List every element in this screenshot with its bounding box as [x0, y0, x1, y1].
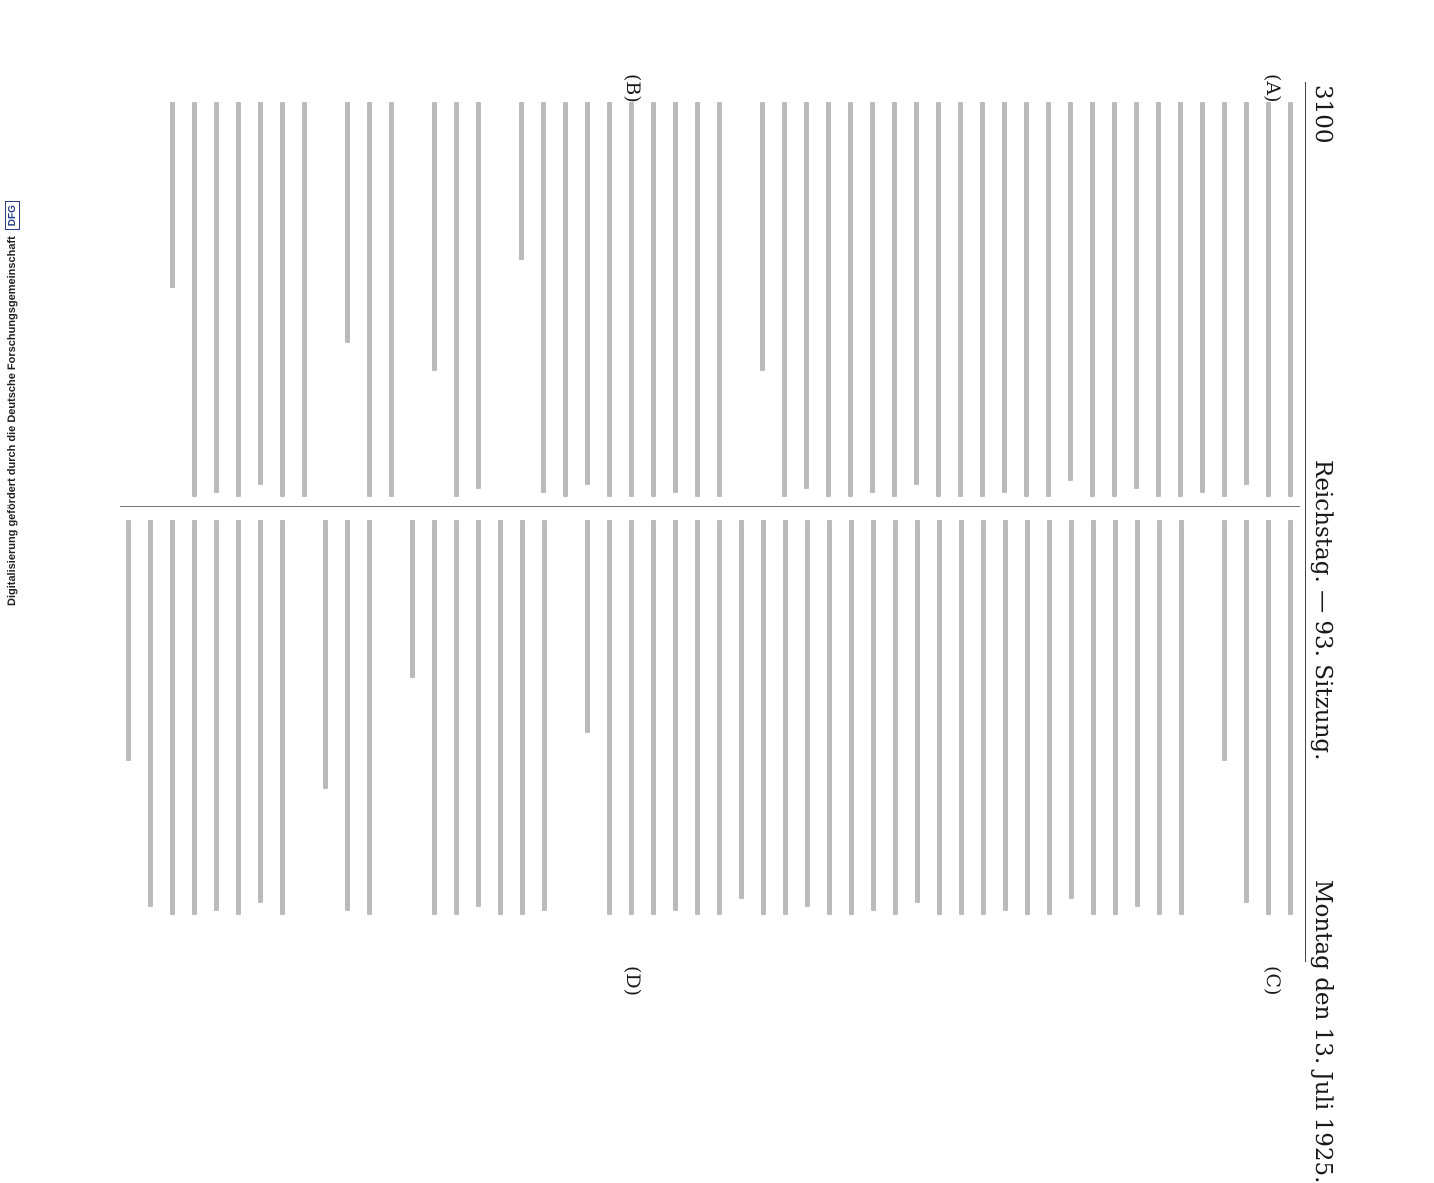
text-line-ink [892, 102, 897, 497]
text-line-ink [717, 520, 722, 915]
text-line-ink [236, 102, 241, 497]
text-line [824, 520, 835, 915]
text-line [299, 102, 310, 497]
header-date: Montag den 13. Juli 1925. [1310, 880, 1336, 1183]
digitization-credit [2, 205, 22, 606]
text-line [473, 520, 484, 915]
text-line-ink [258, 102, 263, 485]
text-line [407, 520, 418, 915]
text-line-ink [870, 102, 875, 493]
text-line [802, 520, 813, 915]
text-line [626, 102, 637, 497]
text-line [560, 102, 571, 497]
text-line-ink [367, 520, 372, 915]
text-line-ink [476, 520, 481, 907]
text-line [1043, 102, 1054, 497]
text-line [868, 520, 879, 915]
text-line-ink [1288, 520, 1293, 915]
text-line-ink [1200, 102, 1205, 493]
text-line-ink [848, 102, 853, 497]
text-line [1087, 102, 1098, 497]
text-line-ink [1222, 520, 1227, 761]
text-line [780, 520, 791, 915]
text-line-ink [1025, 520, 1030, 915]
text-line [320, 520, 331, 915]
text-line-ink [673, 520, 678, 911]
text-line [736, 520, 747, 915]
text-line [801, 102, 812, 497]
text-line-ink [980, 102, 985, 497]
text-line [1066, 520, 1077, 915]
text-line-ink [760, 102, 765, 371]
dfg-logo: DFG [5, 201, 20, 230]
text-line-ink [1266, 102, 1271, 497]
text-line-ink [585, 102, 590, 485]
text-line-ink [783, 520, 788, 915]
margin-marker-d: (D) [622, 966, 644, 997]
text-line-ink [761, 520, 766, 915]
paragraph-gap [1198, 520, 1208, 915]
text-line-ink [1024, 102, 1029, 497]
text-line-ink [126, 520, 131, 761]
text-line-ink [827, 520, 832, 915]
text-line-ink [607, 102, 612, 497]
text-line-ink [1046, 102, 1051, 497]
text-line [342, 102, 353, 497]
text-line [1044, 520, 1055, 915]
text-line [604, 520, 615, 915]
text-line [933, 102, 944, 497]
text-line-ink [1222, 102, 1227, 497]
text-line [364, 520, 375, 915]
text-line-ink [1112, 102, 1117, 497]
text-line-ink [629, 520, 634, 915]
text-line [779, 102, 790, 497]
text-line-ink [302, 102, 307, 497]
text-line [1263, 102, 1274, 497]
text-line-ink [937, 520, 942, 915]
text-line [1154, 520, 1165, 915]
text-line-ink [893, 520, 898, 915]
column-divider [120, 506, 1300, 507]
text-line-ink [563, 102, 568, 497]
text-line [277, 102, 288, 497]
text-line [233, 102, 244, 497]
text-line [1088, 520, 1099, 915]
text-line [189, 520, 200, 915]
text-line [758, 520, 769, 915]
text-line [934, 520, 945, 915]
text-line [386, 102, 397, 497]
text-line [1022, 520, 1033, 915]
text-line-ink [389, 102, 394, 497]
text-line-ink [1156, 102, 1161, 497]
text-line [999, 102, 1010, 497]
text-line-ink [345, 520, 350, 911]
text-line [1110, 520, 1121, 915]
text-line [912, 520, 923, 915]
paragraph-gap [321, 102, 331, 497]
text-line-ink [826, 102, 831, 497]
paragraph-gap [495, 102, 505, 497]
text-line [1132, 520, 1143, 915]
text-line-ink [959, 520, 964, 915]
text-line-ink [541, 102, 546, 493]
text-line [955, 102, 966, 497]
text-line [189, 102, 200, 497]
text-line [1263, 520, 1274, 915]
text-line [1021, 102, 1032, 497]
text-line [473, 102, 484, 497]
text-line-ink [1179, 520, 1184, 915]
text-line-ink [651, 102, 656, 497]
text-line-ink [804, 102, 809, 489]
text-line-ink [323, 520, 328, 789]
text-line [1176, 520, 1187, 915]
text-line-ink [520, 520, 525, 915]
text-line-ink [914, 102, 919, 485]
text-line [1241, 102, 1252, 497]
text-line-ink [585, 520, 590, 733]
text-line [451, 520, 462, 915]
text-line [823, 102, 834, 497]
text-line-ink [170, 102, 175, 288]
text-line [757, 102, 768, 497]
text-line [670, 102, 681, 497]
text-line-ink [1068, 102, 1073, 481]
text-line-ink [280, 102, 285, 497]
text-line [867, 102, 878, 497]
text-line-ink [454, 520, 459, 915]
text-line-ink [1135, 520, 1140, 907]
text-line-ink [1288, 102, 1293, 497]
text-line-ink [717, 102, 722, 497]
text-line [1197, 102, 1208, 497]
text-line-ink [170, 520, 175, 915]
text-line-ink [871, 520, 876, 911]
text-line [1000, 520, 1011, 915]
text-line-ink [915, 520, 920, 903]
text-line [145, 520, 156, 915]
text-line [714, 520, 725, 915]
running-header: Reichstag. — 93. Sitzung. [1310, 460, 1336, 761]
text-line [539, 520, 550, 915]
paragraph-gap [386, 520, 396, 915]
text-line [123, 520, 134, 915]
text-line [495, 520, 506, 915]
text-line-ink [695, 102, 700, 497]
text-line-ink [1069, 520, 1074, 899]
text-line [670, 520, 681, 915]
text-line [1109, 102, 1120, 497]
text-line-ink [280, 520, 285, 915]
text-line-ink [432, 102, 437, 371]
text-line [1285, 520, 1296, 915]
credit-text: Digitalisierung gefördert durch die Deutsche Forschungsgemeinschaft [6, 236, 18, 606]
text-line-ink [214, 102, 219, 493]
text-line [1065, 102, 1076, 497]
text-line-ink [367, 102, 372, 497]
text-line-ink [542, 520, 547, 911]
text-line-ink [476, 102, 481, 489]
text-line [1241, 520, 1252, 915]
margin-marker-c: (C) [1262, 966, 1284, 996]
text-line [233, 520, 244, 915]
text-line-ink [498, 520, 503, 915]
text-line [846, 520, 857, 915]
text-line-ink [1178, 102, 1183, 497]
text-line [1285, 102, 1296, 497]
text-line-ink [782, 102, 787, 497]
text-line [1131, 102, 1142, 497]
text-line-ink [739, 520, 744, 899]
text-line [429, 102, 440, 497]
text-line [890, 520, 901, 915]
text-line [211, 520, 222, 915]
text-line [845, 102, 856, 497]
text-line-ink [651, 520, 656, 915]
text-line [167, 102, 178, 497]
text-line [714, 102, 725, 497]
text-line [626, 520, 637, 915]
paragraph-gap [299, 520, 309, 915]
text-line [604, 102, 615, 497]
text-line-ink [1002, 102, 1007, 493]
text-line [517, 520, 528, 915]
text-column-left [156, 102, 1296, 497]
text-line-ink [849, 520, 854, 915]
paragraph-gap [736, 102, 746, 497]
text-line-ink [958, 102, 963, 497]
text-line [255, 102, 266, 497]
text-line-ink [1134, 102, 1139, 489]
paragraph-gap [561, 520, 571, 915]
text-line-ink [936, 102, 941, 497]
text-line [956, 520, 967, 915]
text-line [648, 102, 659, 497]
text-line-ink [1244, 102, 1249, 485]
text-line [1175, 102, 1186, 497]
text-line-ink [981, 520, 986, 915]
text-line [1153, 102, 1164, 497]
margin-marker-a: (A) [1262, 74, 1284, 103]
text-line [167, 520, 178, 915]
text-line-ink [148, 520, 153, 907]
text-line-ink [1090, 102, 1095, 497]
text-line-ink [695, 520, 700, 915]
text-line-ink [214, 520, 219, 911]
text-line-ink [1113, 520, 1118, 915]
text-line [451, 102, 462, 497]
text-line [582, 520, 593, 915]
text-line [1219, 520, 1230, 915]
header-rule [1305, 82, 1306, 962]
text-line [211, 102, 222, 497]
text-line-ink [432, 520, 437, 915]
text-line-ink [1047, 520, 1052, 915]
text-line-ink [192, 102, 197, 497]
text-line-ink [454, 102, 459, 497]
text-line [538, 102, 549, 497]
text-line-ink [1266, 520, 1271, 915]
text-line [1219, 102, 1230, 497]
text-line-ink [410, 520, 415, 678]
margin-marker-b: (B) [622, 74, 644, 103]
text-line [889, 102, 900, 497]
text-line [648, 520, 659, 915]
text-line [978, 520, 989, 915]
text-line [342, 520, 353, 915]
text-line [692, 102, 703, 497]
text-line [277, 520, 288, 915]
text-line-ink [192, 520, 197, 915]
text-line-ink [805, 520, 810, 907]
text-line-ink [1091, 520, 1096, 915]
text-line [911, 102, 922, 497]
text-line [364, 102, 375, 497]
text-line-ink [1157, 520, 1162, 915]
text-line [255, 520, 266, 915]
text-line-ink [258, 520, 263, 903]
paragraph-gap [408, 102, 418, 497]
text-line [977, 102, 988, 497]
text-line-ink [345, 102, 350, 343]
text-line-ink [1003, 520, 1008, 911]
text-line-ink [629, 102, 634, 497]
text-line-ink [1244, 520, 1249, 903]
text-line-ink [673, 102, 678, 493]
text-line-ink [607, 520, 612, 915]
text-line-ink [519, 102, 524, 260]
page-number: 3100 [1310, 85, 1336, 144]
text-line [692, 520, 703, 915]
text-line-ink [236, 520, 241, 915]
text-line [516, 102, 527, 497]
text-line [429, 520, 440, 915]
text-line [582, 102, 593, 497]
text-column-right [112, 520, 1296, 915]
